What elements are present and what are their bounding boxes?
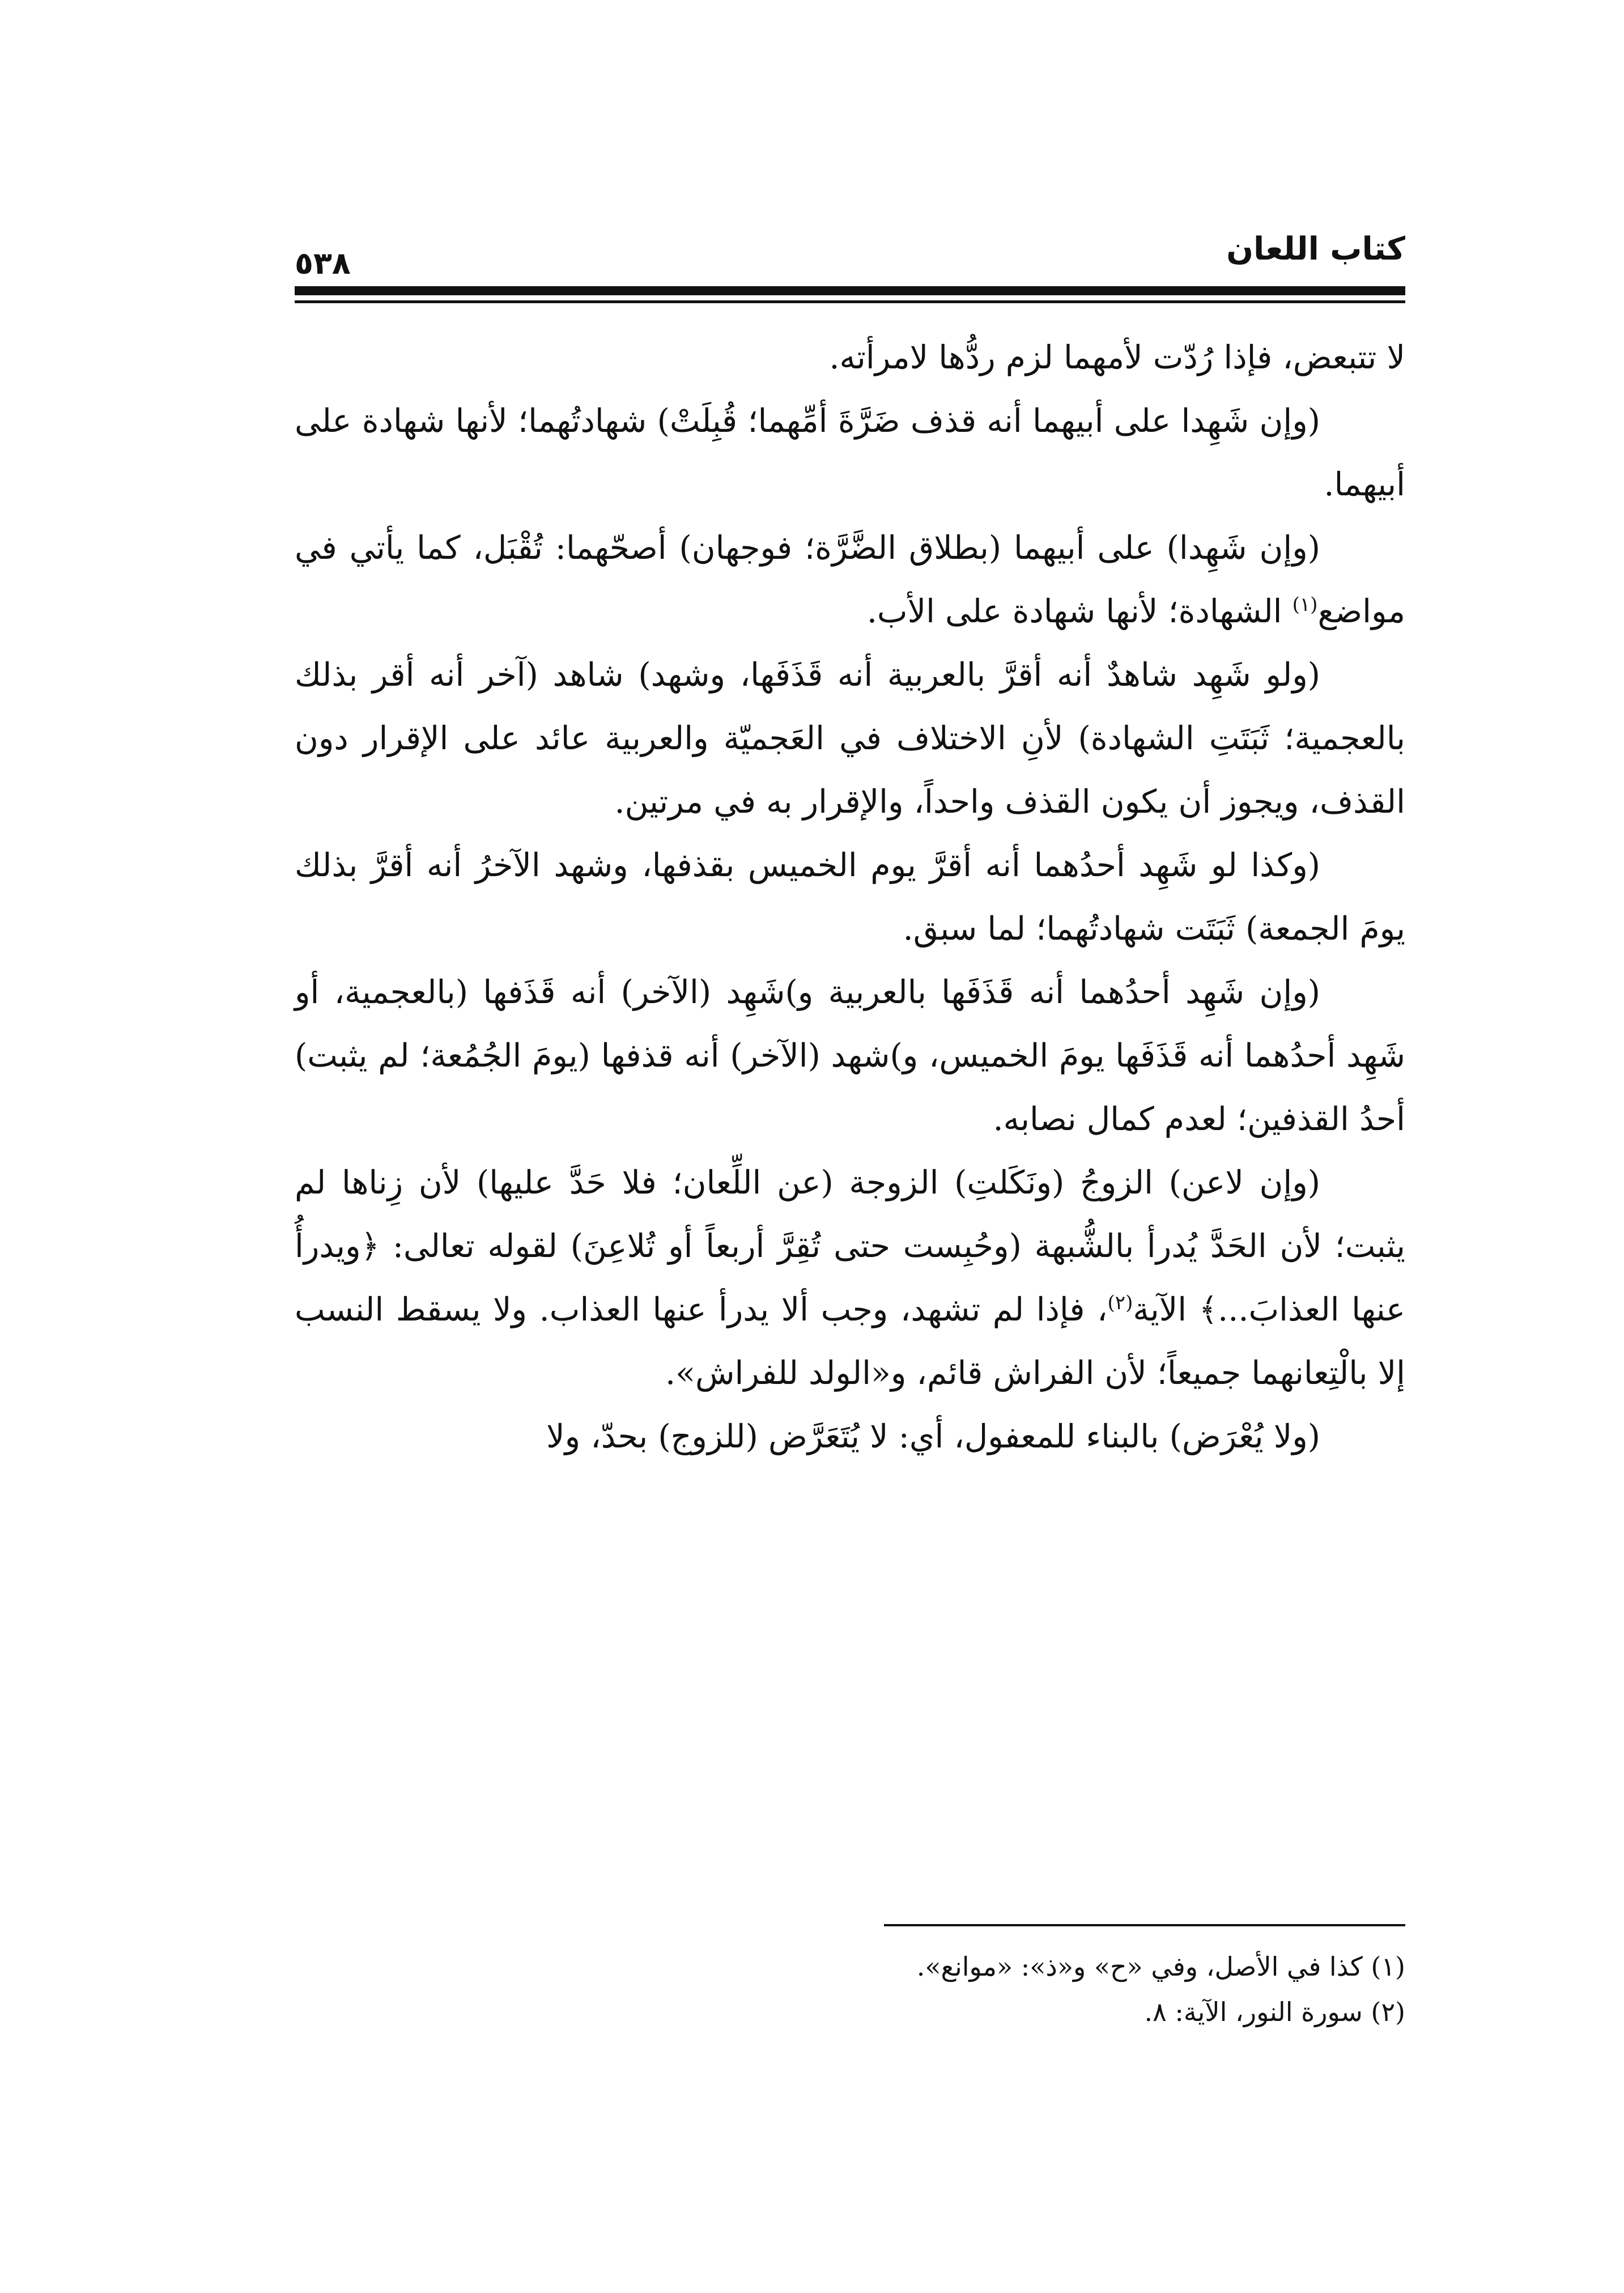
- chapter-title: كتاب اللعان: [1226, 231, 1405, 267]
- footnotes: [295, 1944, 1405, 2035]
- footnote: (٢) سورة النور، الآية: ٨.: [1144, 1997, 1405, 2027]
- paragraph: [295, 516, 1405, 643]
- paragraph-text: الشهادة؛ لأنها شهادة على الأب.: [866, 593, 1293, 630]
- paragraph: (وكذا لو شَهِد أحدُهما أنه أقرَّ يوم الخميس بقذفها، وشهد الآخرُ أنه أقرَّ بذلك يومَ الجمعة) ثَبَتَت شهادتُهما؛ لما سبق.: [295, 847, 1405, 948]
- paragraph-text: (وإن لاعن) الزوجُ (ونَكَلتِ) الزوجة (عن اللِّعان؛ فلا حَدَّ عليها) لأن زِناها لم يثبت؛ لأن الحَدَّ يُدرأ بالشُّبهة (وحُبِست حتى تُقِرَّ أربعاً أو تُلاعِنَ) لقوله تعالى: ﴿ويدرأُ عنها العذابَ...﴾ الآية: [295, 1164, 1405, 1328]
- page-number: ٥٣٨: [295, 245, 351, 281]
- footnote-marker: (١): [1292, 593, 1318, 616]
- running-header: [295, 227, 1405, 281]
- footnote: (١) كذا في الأصل، وفي «ح» و«ذ»: «موانع».: [916, 1951, 1405, 1982]
- main-text: [295, 326, 1405, 1468]
- paragraph-text: (وإن شَهِدا) على أبيهما (بطلاق الضَّرَّة؛ فوجهان) أصحّهما: تُقْبَل، كما يأتي في مواضع: [295, 529, 1405, 630]
- paragraph: [295, 1151, 1405, 1405]
- footnote-separator: [884, 1924, 1405, 1926]
- paragraph: (وإن شَهِد أحدُهما أنه قَذَفَها بالعربية و)شَهِد (الآخر) أنه قَذَفها (بالعجمية، أو شَهِد أحدُهما أنه قَذَفَها يومَ الخميس، و)شهد (الآخر) أنه قذفها (يومَ الجُمُعة؛ لم يثبت) أحدُ القذفين؛ لعدم كمال نصابه.: [295, 974, 1405, 1138]
- paragraph: (ولو شَهِد شاهدٌ أنه أقرَّ بالعربية أنه قَذَفَها، وشهد) شاهد (آخر أنه أقر بذلك بالعجمية؛ ثَبَتَتِ الشهادة) لأنِ الاختلاف في العَجميّة والعربية عائد على الإقرار دون القذف، ويجوز أن يكون القذف واحداً، والإقرار به في مرتين.: [295, 656, 1405, 821]
- header-rule-thin: [295, 300, 1405, 303]
- paragraph: (وإن شَهِدا على أبيهما أنه قذف ضَرَّةَ أمِّهما؛ قُبِلَتْ) شهادتُهما؛ لأنها شهادة على أبيهما.: [295, 402, 1405, 503]
- paragraph: لا تتبعض، فإذا رُدّت لأمهما لزم ردُّها لامرأته.: [829, 339, 1405, 376]
- paragraph-text: ، فإذا لم تشهد، وجب ألا يدرأ عنها العذاب. ولا يسقط النسب إلا بالْتِعانهما جميعاً؛ لأن الفراش قائم، و«الولد للفراش».: [295, 1291, 1405, 1392]
- header-rule-thick: [295, 286, 1405, 295]
- footnote-marker: (٢): [1107, 1292, 1133, 1314]
- paragraph: (ولا يُعْرَض) بالبناء للمعفول، أي: لا يُتَعَرَّض (للزوج) بحدّ، ولا: [546, 1418, 1320, 1455]
